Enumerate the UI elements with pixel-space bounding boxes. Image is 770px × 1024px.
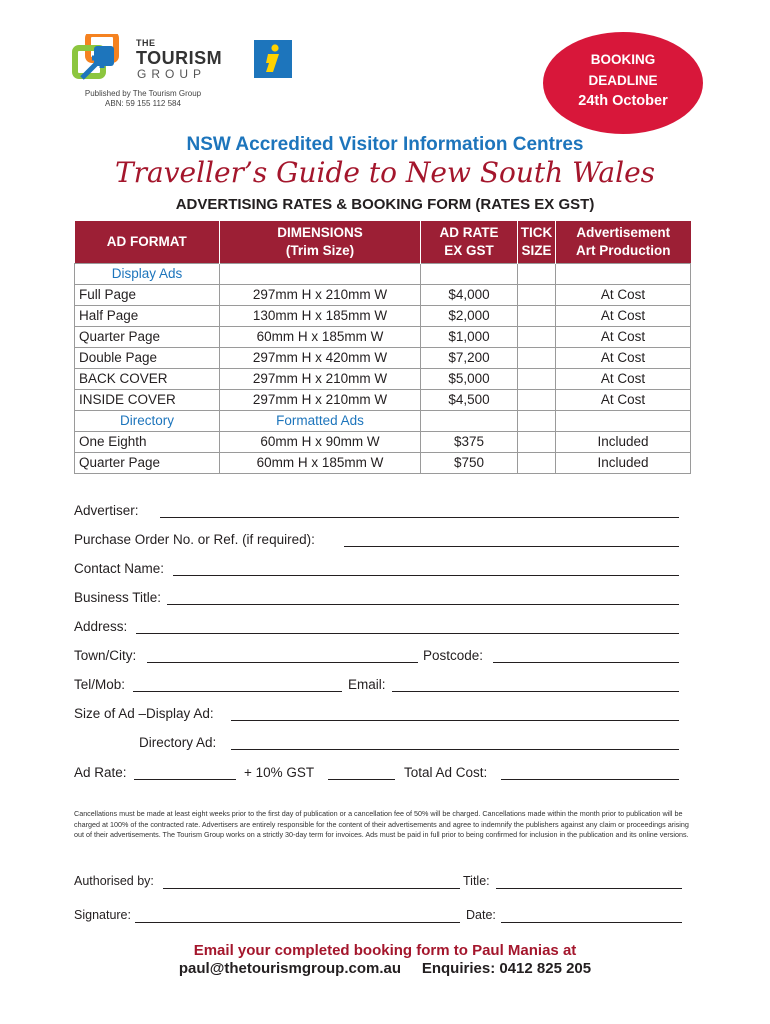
ad-format-cell: Quarter Page	[75, 452, 220, 473]
header-tick-size: TICK SIZE	[518, 221, 556, 263]
dimensions-cell: 60mm H x 185mm W	[220, 326, 421, 347]
dimensions-cell: 60mm H x 90mm W	[220, 431, 421, 452]
total-label: Total Ad Cost:	[404, 765, 488, 780]
ad-rate-cell: $4,500	[421, 389, 518, 410]
ad-rate-cell: $375	[421, 431, 518, 452]
tel-mob-label: Tel/Mob:	[74, 677, 126, 692]
table-row	[75, 347, 691, 368]
art-production-cell: At Cost	[556, 368, 691, 389]
page-headline: NSW Accredited Visitor Information Centres	[186, 134, 584, 155]
business-title-field[interactable]	[167, 604, 679, 605]
directory-ad-field[interactable]	[231, 749, 679, 750]
date-field[interactable]	[501, 922, 682, 923]
ad-format-cell: INSIDE COVER	[75, 389, 220, 410]
town-city-field[interactable]	[147, 662, 418, 663]
form-title: ADVERTISING RATES & BOOKING FORM (RATES EX GST)	[175, 196, 595, 213]
section-row-display	[75, 263, 691, 284]
section-row-directory	[75, 410, 691, 431]
enquiries-phone: Enquiries: 0412 825 205	[421, 960, 592, 977]
advertiser-field[interactable]	[160, 517, 679, 518]
deadline-date: 24th October	[578, 93, 668, 109]
email-instruction: Email your completed booking form to Paul Manias at	[193, 942, 577, 959]
section-formatted-ads: Formatted Ads	[220, 410, 421, 431]
size-display-label: Size of Ad –Display Ad:	[74, 706, 214, 721]
table-header-row	[75, 221, 691, 263]
contact-name-label: Contact Name:	[74, 561, 165, 576]
tick-box-cell[interactable]	[518, 305, 556, 326]
rates-table	[74, 221, 691, 474]
address-label: Address:	[74, 619, 128, 634]
dimensions-cell: 297mm H x 210mm W	[220, 368, 421, 389]
gst-field[interactable]	[328, 779, 395, 780]
table-row	[75, 389, 691, 410]
postcode-label: Postcode:	[423, 648, 484, 663]
tick-box[interactable]	[518, 410, 556, 431]
ad-format-cell: One Eighth	[75, 431, 220, 452]
contact-name-field[interactable]	[173, 575, 679, 576]
guide-title: Traveller’s Guide to New South Wales	[114, 156, 656, 189]
header-ad-format: AD FORMAT	[75, 221, 220, 263]
deadline-line1: BOOKING	[590, 52, 656, 67]
art-production-cell: At Cost	[556, 389, 691, 410]
logo-group: GROUP	[137, 67, 207, 81]
table-row	[75, 284, 691, 305]
signature-field[interactable]	[135, 922, 460, 923]
gst-label: + 10% GST	[244, 765, 315, 780]
table-row	[75, 431, 691, 452]
tick-box-cell[interactable]	[518, 347, 556, 368]
logo-the: THE	[136, 38, 156, 48]
cancellation-terms: Cancellations must be made at least eight weeks prior to the first day of publication or a cancellation fee of 50% will be charged. Cancellations made within the month prior to publication will be charged at 100% of the contracted rate. Advertisers are entirely responsible for the content of their advertisements and agree to indemnify the publishers against any claim or proceedings arising out of their advertisements. The Tourism Group works on a strictly 30-day term for invoices. Ads must be paid in full prior to being confirmed for inclusion in the publication and its online versions.	[74, 809, 689, 839]
logo-tourism: TOURISM	[136, 48, 223, 68]
dimensions-cell: 130mm H x 185mm W	[220, 305, 421, 326]
table-row	[75, 305, 691, 326]
ad-rate-label: Ad Rate:	[74, 765, 127, 780]
ad-rate-cell: $4,000	[421, 284, 518, 305]
visitor-information-icon	[254, 40, 292, 78]
header-dimensions: DIMENSIONS (Trim Size)	[220, 221, 421, 263]
business-title-label: Business Title:	[74, 590, 162, 605]
tick-box-cell[interactable]	[518, 431, 556, 452]
art-production-cell: At Cost	[556, 326, 691, 347]
published-by: Published by The Tourism Group	[84, 89, 202, 98]
email-field[interactable]	[392, 691, 679, 692]
ad-rate-cell: $1,000	[421, 326, 518, 347]
art-production-cell: At Cost	[556, 347, 691, 368]
dimensions-cell: 297mm H x 210mm W	[220, 389, 421, 410]
purchase-order-label: Purchase Order No. or Ref. (if required):	[74, 532, 315, 547]
tel-mob-field[interactable]	[133, 691, 342, 692]
authorised-by-label: Authorised by:	[74, 874, 154, 888]
dimensions-cell: 60mm H x 185mm W	[220, 452, 421, 473]
date-label: Date:	[466, 908, 496, 922]
ad-format-cell: Double Page	[75, 347, 220, 368]
tick-box-cell[interactable]	[518, 368, 556, 389]
signature-label: Signature:	[74, 908, 131, 922]
section-display-ads: Display Ads	[75, 263, 220, 284]
authorised-by-field[interactable]	[163, 888, 460, 889]
email-label: Email:	[348, 677, 386, 692]
ad-format-cell: Half Page	[75, 305, 220, 326]
section-directory: Directory	[75, 410, 220, 431]
ad-rate-cell: $750	[421, 452, 518, 473]
table-row	[75, 452, 691, 473]
art-production-cell: Included	[556, 431, 691, 452]
ad-format-cell: BACK COVER	[75, 368, 220, 389]
dimensions-cell: 297mm H x 210mm W	[220, 284, 421, 305]
tick-box-cell[interactable]	[518, 284, 556, 305]
art-production-cell: At Cost	[556, 305, 691, 326]
art-production-cell: Included	[556, 452, 691, 473]
advertiser-label: Advertiser:	[74, 503, 139, 518]
art-production-cell: At Cost	[556, 284, 691, 305]
ad-rate-field[interactable]	[134, 779, 236, 780]
header-art-production: Advertisement Art Production	[556, 221, 691, 263]
tourism-group-logo-icon	[72, 34, 132, 89]
dimensions-cell: 297mm H x 420mm W	[220, 347, 421, 368]
title-label: Title:	[463, 874, 490, 888]
address-field[interactable]	[136, 633, 679, 634]
total-field[interactable]	[501, 779, 679, 780]
abn: ABN: 59 155 112 584	[105, 99, 181, 108]
town-city-label: Town/City:	[74, 648, 137, 663]
header-ad-rate: AD RATE EX GST	[421, 221, 518, 263]
deadline-text	[541, 49, 705, 112]
ad-format-cell: Full Page	[75, 284, 220, 305]
table-row	[75, 326, 691, 347]
directory-ad-label: Directory Ad:	[139, 735, 217, 750]
purchase-order-field[interactable]	[344, 546, 679, 547]
postcode-field[interactable]	[493, 662, 679, 663]
publisher-info	[68, 89, 218, 109]
tick-box-cell[interactable]	[518, 452, 556, 473]
contact-line	[0, 960, 770, 977]
table-row	[75, 368, 691, 389]
tick-box-cell[interactable]	[518, 326, 556, 347]
tick-box-cell[interactable]	[518, 389, 556, 410]
ad-rate-cell: $2,000	[421, 305, 518, 326]
ad-format-cell: Quarter Page	[75, 326, 220, 347]
email-address-link[interactable]: paul@thetourismgroup.com.au	[178, 960, 401, 977]
ad-rate-cell: $5,000	[421, 368, 518, 389]
size-display-field[interactable]	[231, 720, 679, 721]
tick-box[interactable]	[518, 263, 556, 284]
deadline-line2: DEADLINE	[588, 73, 658, 88]
title-field[interactable]	[496, 888, 682, 889]
ad-rate-cell: $7,200	[421, 347, 518, 368]
